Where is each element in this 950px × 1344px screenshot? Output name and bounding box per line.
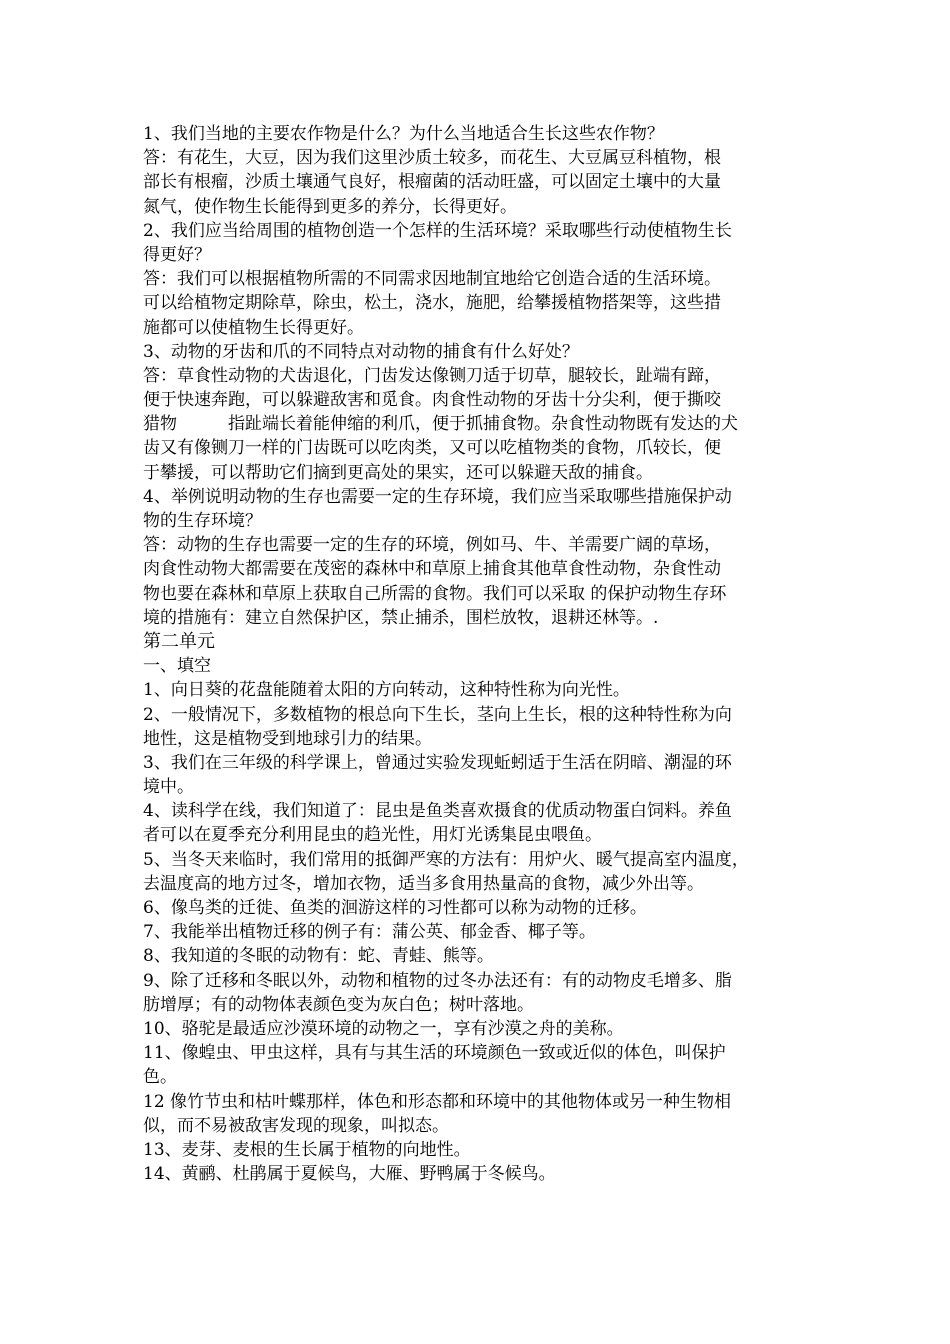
text-line: 13、麦芽、麦根的生长属于植物的向地性。: [143, 1139, 471, 1160]
text-line: 答：动物的生存也需要一定的生存的环境，例如马、牛、羊需要广阔的草场，: [143, 535, 721, 556]
text-line: 齿又有像铡刀一样的门齿既可以吃肉类，又可以吃植物类的食物，爪较长，便: [143, 438, 721, 459]
text-line: 12 像竹节虫和枯叶蝶那样，体色和形态都和环境中的其他物体或另一种生物相: [143, 1091, 732, 1112]
text-line: 2、一般情况下，多数植物的根总向下生长，茎向上生长，根的这种特性称为向: [143, 704, 732, 725]
text-line: 14、黄鹂、杜鹃属于夏候鸟，大雁、野鸭属于冬候鸟。: [143, 1164, 556, 1185]
text-line: 去温度高的地方过冬，增加衣物，适当多食用热量高的食物，减少外出等。: [143, 873, 704, 894]
text-line: 色。: [143, 1067, 177, 1088]
text-line: 9、除了迁移和冬眠以外，动物和植物的过冬办法还有：有的动物皮毛增多、脂: [143, 970, 732, 991]
text-line: 者可以在夏季充分利用昆虫的趋光性，用灯光诱集昆虫喂鱼。: [143, 825, 602, 846]
text-line: 物的生存环境？: [143, 511, 262, 531]
subsection-heading: 一、填空: [143, 656, 211, 677]
text-line: 5、当冬天来临时，我们常用的抵御严寒的方法有：用炉火、暖气提高室内温度，: [143, 849, 749, 870]
text-line: 似，而不易被敌害发现的现象，叫拟态。: [143, 1115, 449, 1136]
document-page: [143, 122, 823, 1186]
text-line: 1、向日葵的花盘能随着太阳的方向转动，这种特性称为向光性。: [143, 680, 630, 701]
text-line: 答：有花生，大豆，因为我们这里沙质土较多，而花生、大豆属豆科植物，根: [143, 148, 721, 169]
text-line: 答：草食性动物的犬齿退化，门齿发达像铡刀适于切草，腿较长，趾端有蹄，: [143, 365, 721, 386]
text-line: 肪增厚；有的动物体表颜色变为灰白色；树叶落地。: [143, 994, 534, 1015]
text-line: 施都可以使植物生长得更好。: [143, 317, 364, 338]
section-heading: 第二单元: [143, 630, 215, 652]
text-line: 2、我们应当给周围的植物创造一个怎样的生活环境？采取哪些行动使植物生长: [143, 220, 732, 241]
text-line: 3、我们在三年级的科学课上，曾通过实验发现蚯蚓适于生活在阴暗、潮湿的环: [143, 752, 732, 773]
text-line: 猎物 指趾端长着能伸缩的利爪，便于抓捕食物。杂食性动物既有发达的犬: [143, 414, 738, 435]
text-line: 境中。: [143, 777, 194, 798]
text-line: 10、骆驼是最适应沙漠环境的动物之一，享有沙漠之舟的美称。: [143, 1018, 624, 1039]
text-line: 部长有根瘤，沙质土壤通气良好，根瘤菌的活动旺盛，可以固定土壤中的大量: [143, 172, 721, 193]
text-line: 肉食性动物大都需要在茂密的森林中和草原上捕食其他草食性动物，杂食性动: [143, 559, 721, 580]
text-line: 得更好？: [143, 244, 211, 265]
text-line: 于攀援，可以帮助它们摘到更高处的果实，还可以躲避天敌的捕食。: [143, 462, 653, 483]
text-line: 地性，这是植物受到地球引力的结果。: [143, 728, 432, 749]
text-line: 1、我们当地的主要农作物是什么？为什么当地适合生长这些农作物？: [143, 124, 664, 144]
text-line: 3、动物的牙齿和爪的不同特点对动物的捕食有什么好处？: [143, 341, 579, 362]
text-line: 氮气，使作物生长能得到更多的养分，长得更好。: [143, 196, 517, 217]
text-line: 便于快速奔跑，可以躲避敌害和觅食。肉食性动物的牙齿十分尖利，便于撕咬: [143, 390, 721, 411]
text-line: 境的措施有：建立自然保护区，禁止捕杀，围栏放牧，退耕还林等。.: [143, 607, 659, 628]
text-line: 可以给植物定期除草，除虫，松土，浇水，施肥，给攀援植物搭架等，这些措: [143, 293, 721, 314]
text-line: 7、我能举出植物迁移的例子有：蒲公英、郁金香、椰子等。: [143, 922, 596, 943]
text-line: 答：我们可以根据植物所需的不同需求因地制宜地给它创造合适的生活环境。: [143, 269, 721, 290]
text-line: 11、像蝗虫、甲虫这样，具有与其生活的环境颜色一致或近似的体色，叫保护: [143, 1043, 726, 1064]
text-line: 8、我知道的冬眠的动物有：蛇、青蛙、熊等。: [143, 946, 494, 967]
text-line: 6、像鸟类的迁徙、鱼类的洄游这样的习性都可以称为动物的迁移。: [143, 898, 647, 918]
text-line: 物也要在森林和草原上获取自己所需的食物。我们可以采取 的保护动物生存环: [143, 583, 727, 604]
text-line: 4、举例说明动物的生存也需要一定的生存环境，我们应当采取哪些措施保护动: [143, 486, 732, 507]
text-line: 4、读科学在线，我们知道了：昆虫是鱼类喜欢摄食的优质动物蛋白饲料。养鱼: [143, 801, 732, 822]
